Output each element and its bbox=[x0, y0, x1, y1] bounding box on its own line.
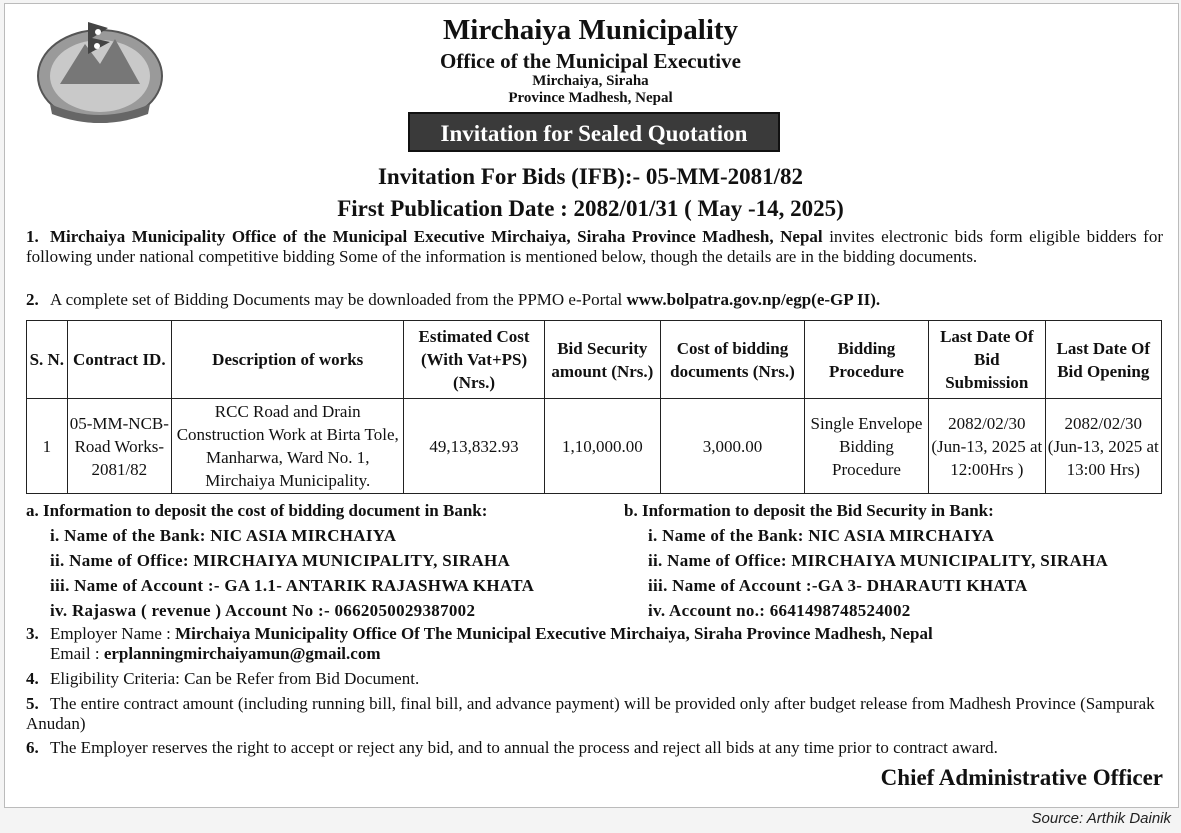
employer-email[interactable]: erplanningmirchaiyamun@gmail.com bbox=[103, 644, 381, 663]
table-row bbox=[27, 399, 1162, 494]
col-header-doc-cost: Cost of bidding documents (Nrs.) bbox=[661, 321, 805, 399]
paragraph-number: 3. bbox=[26, 624, 39, 643]
paragraph-4-text: Eligibility Criteria: Can be Refer from Bid Document. bbox=[50, 669, 420, 688]
paragraph-6 bbox=[26, 738, 1163, 758]
paragraph-1 bbox=[26, 227, 1163, 267]
paragraph-5 bbox=[26, 694, 1163, 734]
table-header-row bbox=[27, 321, 1162, 399]
bank-b-line: i. Name of the Bank: NIC ASIA MIRCHAIYA bbox=[648, 526, 995, 545]
paragraph-1-bold: Mirchaiya Municipality Office of the Municipal Executive Mirchaiya, Siraha Province Madhesh, Nepal bbox=[50, 227, 823, 246]
col-header-description: Description of works bbox=[172, 321, 404, 399]
signature-title: Chief Administrative Officer bbox=[880, 765, 1163, 790]
paragraph-number: 6. bbox=[26, 738, 39, 757]
paragraph-4 bbox=[26, 669, 1163, 689]
bank-b-line: ii. Name of Office: MIRCHAIYA MUNICIPALITY, SIRAHA bbox=[648, 551, 1109, 570]
email-label: Email : bbox=[50, 644, 104, 663]
col-header-estimated-cost: Estimated Cost (With Vat+PS) (Nrs.) bbox=[404, 321, 544, 399]
paragraph-3 bbox=[26, 624, 1163, 664]
egp-portal-link[interactable]: www.bolpatra.gov.np/egp(e-GP II). bbox=[626, 290, 881, 309]
employer-name: Mirchaiya Municipality Office Of The Municipal Executive Mirchaiya, Siraha Province Madhesh, Nepal bbox=[175, 624, 933, 643]
col-header-submission-date: Last Date Of Bid Submission bbox=[929, 321, 1045, 399]
bank-b-line: iii. Name of Account :-GA 3- DHARAUTI KHATA bbox=[648, 576, 1028, 595]
cell-description: RCC Road and Drain Construction Work at Birta Tole, Manharwa, Ward No. 1, Mirchaiya Municipality. bbox=[172, 399, 404, 494]
bank-a-title: a. Information to deposit the cost of bidding document in Bank: bbox=[26, 501, 488, 520]
col-header-procedure: Bidding Procedure bbox=[804, 321, 928, 399]
cell-submission-date: 2082/02/30 (Jun-13, 2025 at 12:00Hrs ) bbox=[929, 399, 1045, 494]
bank-a-line: iii. Name of Account :- GA 1.1- ANTARIK RAJASHWA KHATA bbox=[50, 576, 535, 595]
paragraph-number: 2. bbox=[26, 290, 39, 309]
office-name: Office of the Municipal Executive bbox=[440, 49, 741, 73]
cell-bid-security: 1,10,000.00 bbox=[544, 399, 660, 494]
cell-procedure: Single Envelope Bidding Procedure bbox=[804, 399, 928, 494]
bank-info-bid-security bbox=[624, 498, 1169, 623]
bank-a-line: i. Name of the Bank: NIC ASIA MIRCHAIYA bbox=[50, 526, 397, 545]
municipality-name: Mirchaiya Municipality bbox=[442, 14, 739, 46]
paragraph-number: 5. bbox=[26, 694, 39, 713]
cell-opening-date: 2082/02/30 (Jun-13, 2025 at 13:00 Hrs) bbox=[1045, 399, 1161, 494]
bank-a-line: iv. Rajaswa ( revenue ) Account No :- 0662050029387002 bbox=[50, 601, 476, 620]
office-location: Mirchaiya, Siraha bbox=[532, 73, 649, 89]
cell-contract-id: 05-MM-NCB-Road Works-2081/82 bbox=[67, 399, 171, 494]
bid-table bbox=[26, 320, 1162, 494]
bank-info-document-cost bbox=[26, 498, 606, 623]
col-header-sn: S. N. bbox=[27, 321, 68, 399]
paragraph-2 bbox=[26, 290, 1163, 310]
paragraph-number: 1. bbox=[26, 227, 39, 246]
bank-b-line: iv. Account no.: 6641498748524002 bbox=[648, 601, 911, 620]
cell-estimated-cost: 49,13,832.93 bbox=[404, 399, 544, 494]
publication-date: First Publication Date : 2082/01/31 ( May -14, 2025) bbox=[337, 196, 844, 221]
col-header-opening-date: Last Date Of Bid Opening bbox=[1045, 321, 1161, 399]
col-header-contract-id: Contract ID. bbox=[67, 321, 171, 399]
paragraph-2-text: A complete set of Bidding Documents may be downloaded from the PPMO e-Portal bbox=[50, 290, 627, 309]
bank-a-line: ii. Name of Office: MIRCHAIYA MUNICIPALITY, SIRAHA bbox=[50, 551, 511, 570]
source-credit: Source: Arthik Dainik bbox=[1031, 810, 1171, 827]
office-province: Province Madhesh, Nepal bbox=[508, 90, 673, 106]
col-header-bid-security: Bid Security amount (Nrs.) bbox=[544, 321, 660, 399]
employer-label: Employer Name : bbox=[50, 624, 176, 643]
notice-type-banner: Invitation for Sealed Quotation bbox=[408, 112, 780, 152]
bank-b-title: b. Information to deposit the Bid Security in Bank: bbox=[624, 501, 994, 520]
cell-sn: 1 bbox=[27, 399, 68, 494]
paragraph-1-text: invites electronic bids form eligible bidders for following under national competitive bidding Some of the information is mentioned below, though the details are in the bidding documents. bbox=[26, 227, 1164, 266]
cell-doc-cost: 3,000.00 bbox=[661, 399, 805, 494]
paragraph-6-text: The Employer reserves the right to accept or reject any bid, and to annual the process and reject all bids at any time prior to contract award. bbox=[50, 738, 998, 757]
ifb-number: Invitation For Bids (IFB):- 05-MM-2081/82 bbox=[377, 164, 804, 189]
paragraph-number: 4. bbox=[26, 669, 39, 688]
paragraph-5-text: The entire contract amount (including running bill, final bill, and advance payment) will be provided only after budget release from Madhesh Province (Sampurak Anudan) bbox=[26, 694, 1155, 733]
